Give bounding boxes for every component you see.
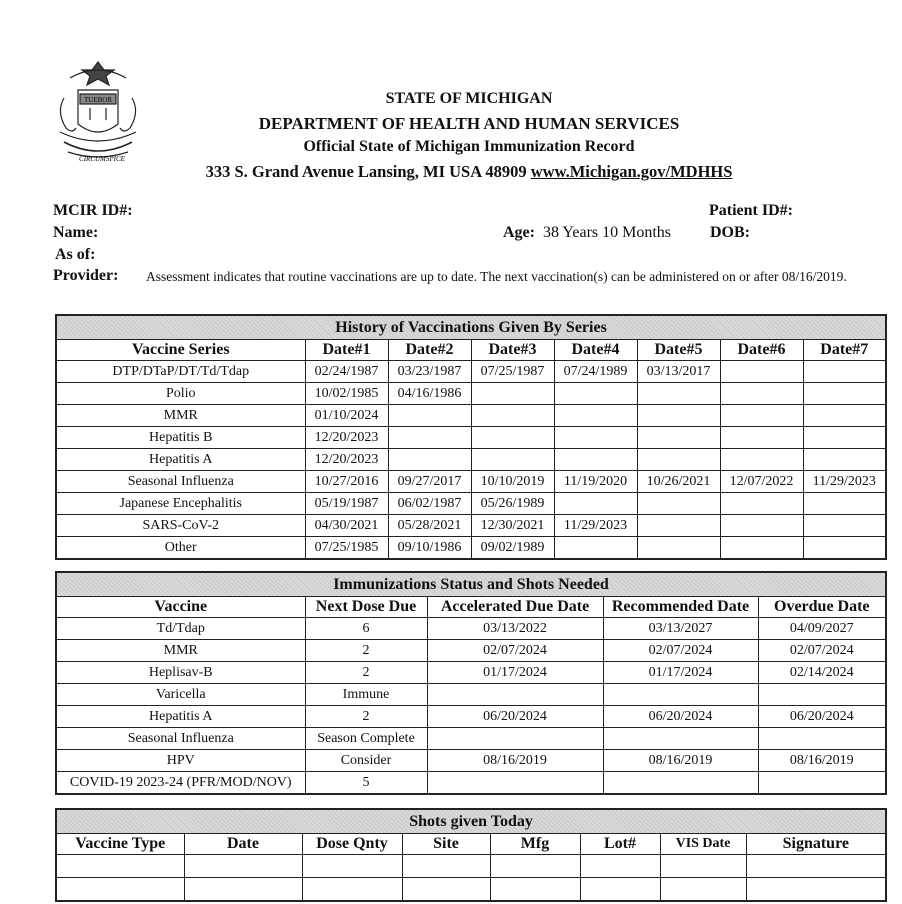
- history-cell-date-4: 11/29/2023: [554, 515, 637, 537]
- status-cell-next-dose-due: 2: [305, 662, 427, 684]
- status-cell-vaccine: Heplisav-B: [56, 662, 305, 684]
- status-cell-overdue-date: 02/07/2024: [758, 640, 886, 662]
- status-cell-accelerated-due-date: 06/20/2024: [427, 706, 603, 728]
- today-cell-site[interactable]: [402, 878, 490, 902]
- status-cell-accelerated-due-date: 01/17/2024: [427, 662, 603, 684]
- assessment-text: Assessment indicates that routine vaccinations are up to date. The next vaccination(s) can be administered on or after 08/16/2019.: [146, 269, 847, 284]
- today-cell-dose-qnty[interactable]: [302, 878, 402, 902]
- history-cell-date-3: [471, 449, 554, 471]
- history-cell-date-5: 03/13/2017: [637, 361, 720, 383]
- history-cell-date-5: [637, 383, 720, 405]
- today-header-site: Site: [402, 834, 490, 855]
- status-cell-overdue-date: 02/14/2024: [758, 662, 886, 684]
- history-cell-date-6: [720, 361, 803, 383]
- history-header-date-1: Date#1: [305, 340, 388, 361]
- history-cell-date-1: 07/25/1985: [305, 537, 388, 560]
- status-cell-recommended-date: [603, 728, 758, 750]
- header-state: STATE OF MICHIGAN: [385, 90, 553, 107]
- status-cell-vaccine: Varicella: [56, 684, 305, 706]
- history-cell-date-6: [720, 493, 803, 515]
- history-cell-date-2: [388, 449, 471, 471]
- today-cell-dose-qnty[interactable]: [302, 855, 402, 878]
- status-cell-accelerated-due-date: 02/07/2024: [427, 640, 603, 662]
- history-row: [56, 361, 886, 383]
- status-row: [56, 750, 886, 772]
- shots-today-table: [55, 808, 887, 902]
- status-row: [56, 684, 886, 706]
- history-cell-date-2: [388, 427, 471, 449]
- status-table: [55, 571, 887, 795]
- status-row: [56, 662, 886, 684]
- history-cell-vaccine-series: SARS-CoV-2: [56, 515, 305, 537]
- status-header-recommended-date: Recommended Date: [603, 597, 758, 618]
- age-label: Age:: [503, 224, 535, 241]
- history-cell-vaccine-series: Other: [56, 537, 305, 560]
- history-cell-vaccine-series: DTP/DTaP/DT/Td/Tdap: [56, 361, 305, 383]
- status-row: [56, 706, 886, 728]
- history-header-date-7: Date#7: [803, 340, 886, 361]
- status-cell-next-dose-due: Season Complete: [305, 728, 427, 750]
- history-cell-date-5: [637, 449, 720, 471]
- history-cell-date-5: [637, 515, 720, 537]
- status-cell-overdue-date: [758, 684, 886, 706]
- header-department: DEPARTMENT OF HEALTH AND HUMAN SERVICES: [258, 114, 680, 133]
- status-cell-overdue-date: 06/20/2024: [758, 706, 886, 728]
- seal-motto: TUEBOR: [84, 96, 112, 104]
- history-cell-date-3: [471, 383, 554, 405]
- status-row: [56, 728, 886, 750]
- history-cell-date-3: 10/10/2019: [471, 471, 554, 493]
- status-cell-overdue-date: [758, 728, 886, 750]
- history-cell-date-3: 07/25/1987: [471, 361, 554, 383]
- history-cell-date-2: [388, 405, 471, 427]
- history-cell-date-7: [803, 493, 886, 515]
- history-cell-date-5: [637, 427, 720, 449]
- today-title: Shots given Today: [56, 809, 886, 834]
- history-cell-date-2: 09/10/1986: [388, 537, 471, 560]
- today-header-vaccine-type: Vaccine Type: [56, 834, 184, 855]
- today-row: [56, 878, 886, 902]
- status-cell-next-dose-due: 2: [305, 640, 427, 662]
- history-cell-date-1: 12/20/2023: [305, 449, 388, 471]
- today-header-date: Date: [184, 834, 302, 855]
- today-cell-date[interactable]: [184, 878, 302, 902]
- status-cell-next-dose-due: Immune: [305, 684, 427, 706]
- history-cell-vaccine-series: Japanese Encephalitis: [56, 493, 305, 515]
- status-cell-overdue-date: [758, 772, 886, 795]
- status-cell-recommended-date: 08/16/2019: [603, 750, 758, 772]
- today-cell-site[interactable]: [402, 855, 490, 878]
- history-cell-date-4: 07/24/1989: [554, 361, 637, 383]
- patient-id-label: Patient ID#:: [709, 202, 793, 219]
- history-cell-date-3: 09/02/1989: [471, 537, 554, 560]
- status-cell-recommended-date: 02/07/2024: [603, 640, 758, 662]
- history-header-date-6: Date#6: [720, 340, 803, 361]
- status-cell-accelerated-due-date: 08/16/2019: [427, 750, 603, 772]
- history-cell-date-6: [720, 383, 803, 405]
- history-cell-date-4: [554, 383, 637, 405]
- status-row: [56, 772, 886, 795]
- history-cell-date-3: 05/26/1989: [471, 493, 554, 515]
- history-cell-date-2: 05/28/2021: [388, 515, 471, 537]
- name-label: Name:: [53, 224, 99, 241]
- history-cell-date-2: 03/23/1987: [388, 361, 471, 383]
- history-cell-date-1: 05/19/1987: [305, 493, 388, 515]
- history-cell-date-5: 10/26/2021: [637, 471, 720, 493]
- today-cell-vis-date[interactable]: [660, 878, 746, 902]
- history-cell-date-7: [803, 361, 886, 383]
- history-cell-date-4: [554, 405, 637, 427]
- history-row: [56, 515, 886, 537]
- history-cell-date-5: [637, 405, 720, 427]
- history-cell-date-1: 02/24/1987: [305, 361, 388, 383]
- history-cell-date-7: [803, 427, 886, 449]
- today-cell-mfg[interactable]: [490, 878, 580, 902]
- status-cell-overdue-date: 08/16/2019: [758, 750, 886, 772]
- history-cell-date-7: [803, 537, 886, 560]
- provider-label: Provider:: [53, 267, 119, 284]
- history-cell-vaccine-series: Hepatitis A: [56, 449, 305, 471]
- history-cell-date-6: [720, 537, 803, 560]
- history-cell-date-3: 12/30/2021: [471, 515, 554, 537]
- history-cell-date-5: [637, 493, 720, 515]
- today-cell-vaccine-type[interactable]: [56, 878, 184, 902]
- status-cell-vaccine: HPV: [56, 750, 305, 772]
- status-cell-vaccine: Td/Tdap: [56, 618, 305, 640]
- history-cell-date-6: [720, 515, 803, 537]
- history-header-date-5: Date#5: [637, 340, 720, 361]
- history-row: [56, 427, 886, 449]
- status-cell-vaccine: Hepatitis A: [56, 706, 305, 728]
- history-cell-vaccine-series: Seasonal Influenza: [56, 471, 305, 493]
- history-cell-date-1: 04/30/2021: [305, 515, 388, 537]
- status-cell-vaccine: COVID-19 2023-24 (PFR/MOD/NOV): [56, 772, 305, 795]
- history-header-date-2: Date#2: [388, 340, 471, 361]
- today-cell-vaccine-type[interactable]: [56, 855, 184, 878]
- status-cell-accelerated-due-date: [427, 772, 603, 795]
- today-cell-mfg[interactable]: [490, 855, 580, 878]
- history-cell-date-1: 10/02/1985: [305, 383, 388, 405]
- history-header-vaccine-series: Vaccine Series: [56, 340, 305, 361]
- history-title: History of Vaccinations Given By Series: [56, 315, 886, 340]
- history-row: [56, 405, 886, 427]
- history-cell-date-1: 12/20/2023: [305, 427, 388, 449]
- history-cell-vaccine-series: Polio: [56, 383, 305, 405]
- history-cell-date-3: [471, 427, 554, 449]
- history-cell-date-7: [803, 383, 886, 405]
- as-of-label: As of:: [55, 246, 96, 263]
- history-cell-date-1: 01/10/2024: [305, 405, 388, 427]
- status-cell-accelerated-due-date: [427, 728, 603, 750]
- history-cell-vaccine-series: MMR: [56, 405, 305, 427]
- status-header-vaccine: Vaccine: [56, 597, 305, 618]
- history-cell-date-3: [471, 405, 554, 427]
- history-cell-date-4: [554, 449, 637, 471]
- today-header-signature: Signature: [746, 834, 886, 855]
- header-url-link[interactable]: www.Michigan.gov/MDHHS: [530, 162, 733, 181]
- mcir-id-label: MCIR ID#:: [53, 202, 133, 219]
- today-cell-signature[interactable]: [746, 878, 886, 902]
- status-cell-accelerated-due-date: 03/13/2022: [427, 618, 603, 640]
- status-cell-next-dose-due: Consider: [305, 750, 427, 772]
- status-row: [56, 640, 886, 662]
- history-cell-date-4: [554, 493, 637, 515]
- history-cell-date-4: 11/19/2020: [554, 471, 637, 493]
- today-cell-date[interactable]: [184, 855, 302, 878]
- history-cell-date-2: 09/27/2017: [388, 471, 471, 493]
- header-record-title: Official State of Michigan Immunization Record: [303, 138, 635, 155]
- history-cell-date-2: 06/02/1987: [388, 493, 471, 515]
- history-table: [55, 314, 887, 560]
- history-cell-date-6: 12/07/2022: [720, 471, 803, 493]
- history-cell-date-6: [720, 405, 803, 427]
- history-cell-date-6: [720, 427, 803, 449]
- history-cell-date-7: 11/29/2023: [803, 471, 886, 493]
- today-header-vis-date: VIS Date: [660, 834, 746, 855]
- history-cell-date-6: [720, 449, 803, 471]
- history-header-date-3: Date#3: [471, 340, 554, 361]
- history-row: [56, 471, 886, 493]
- history-cell-date-4: [554, 427, 637, 449]
- history-cell-date-5: [637, 537, 720, 560]
- history-row: [56, 537, 886, 560]
- status-cell-recommended-date: 01/17/2024: [603, 662, 758, 684]
- status-cell-next-dose-due: 2: [305, 706, 427, 728]
- status-cell-vaccine: MMR: [56, 640, 305, 662]
- status-cell-recommended-date: [603, 772, 758, 795]
- today-cell-lot[interactable]: [580, 878, 660, 902]
- history-row: [56, 383, 886, 405]
- status-cell-next-dose-due: 5: [305, 772, 427, 795]
- history-cell-date-1: 10/27/2016: [305, 471, 388, 493]
- history-cell-vaccine-series: Hepatitis B: [56, 427, 305, 449]
- history-cell-date-7: [803, 449, 886, 471]
- status-cell-recommended-date: [603, 684, 758, 706]
- dob-label: DOB:: [710, 224, 750, 241]
- history-row: [56, 493, 886, 515]
- age-value: 38 Years 10 Months: [543, 224, 672, 241]
- status-cell-recommended-date: 03/13/2027: [603, 618, 758, 640]
- header-address: 333 S. Grand Avenue Lansing, MI USA 48909: [205, 162, 527, 181]
- status-cell-recommended-date: 06/20/2024: [603, 706, 758, 728]
- status-cell-vaccine: Seasonal Influenza: [56, 728, 305, 750]
- history-row: [56, 449, 886, 471]
- today-header-lot: Lot#: [580, 834, 660, 855]
- seal-label: CIRCUMSPICE: [79, 155, 125, 163]
- status-header-overdue-date: Overdue Date: [758, 597, 886, 618]
- history-cell-date-4: [554, 537, 637, 560]
- history-cell-date-7: [803, 405, 886, 427]
- today-header-mfg: Mfg: [490, 834, 580, 855]
- status-cell-next-dose-due: 6: [305, 618, 427, 640]
- today-cell-vis-date[interactable]: [660, 855, 746, 878]
- header-address-line: [18, 162, 902, 182]
- history-header-date-4: Date#4: [554, 340, 637, 361]
- today-cell-lot[interactable]: [580, 855, 660, 878]
- status-header-accelerated-due-date: Accelerated Due Date: [427, 597, 603, 618]
- history-cell-date-7: [803, 515, 886, 537]
- today-row: [56, 855, 886, 878]
- status-title: Immunizations Status and Shots Needed: [56, 572, 886, 597]
- status-cell-overdue-date: 04/09/2027: [758, 618, 886, 640]
- today-cell-signature[interactable]: [746, 855, 886, 878]
- today-header-dose-qnty: Dose Qnty: [302, 834, 402, 855]
- history-cell-date-2: 04/16/1986: [388, 383, 471, 405]
- status-cell-accelerated-due-date: [427, 684, 603, 706]
- status-header-next-dose-due: Next Dose Due: [305, 597, 427, 618]
- status-row: [56, 618, 886, 640]
